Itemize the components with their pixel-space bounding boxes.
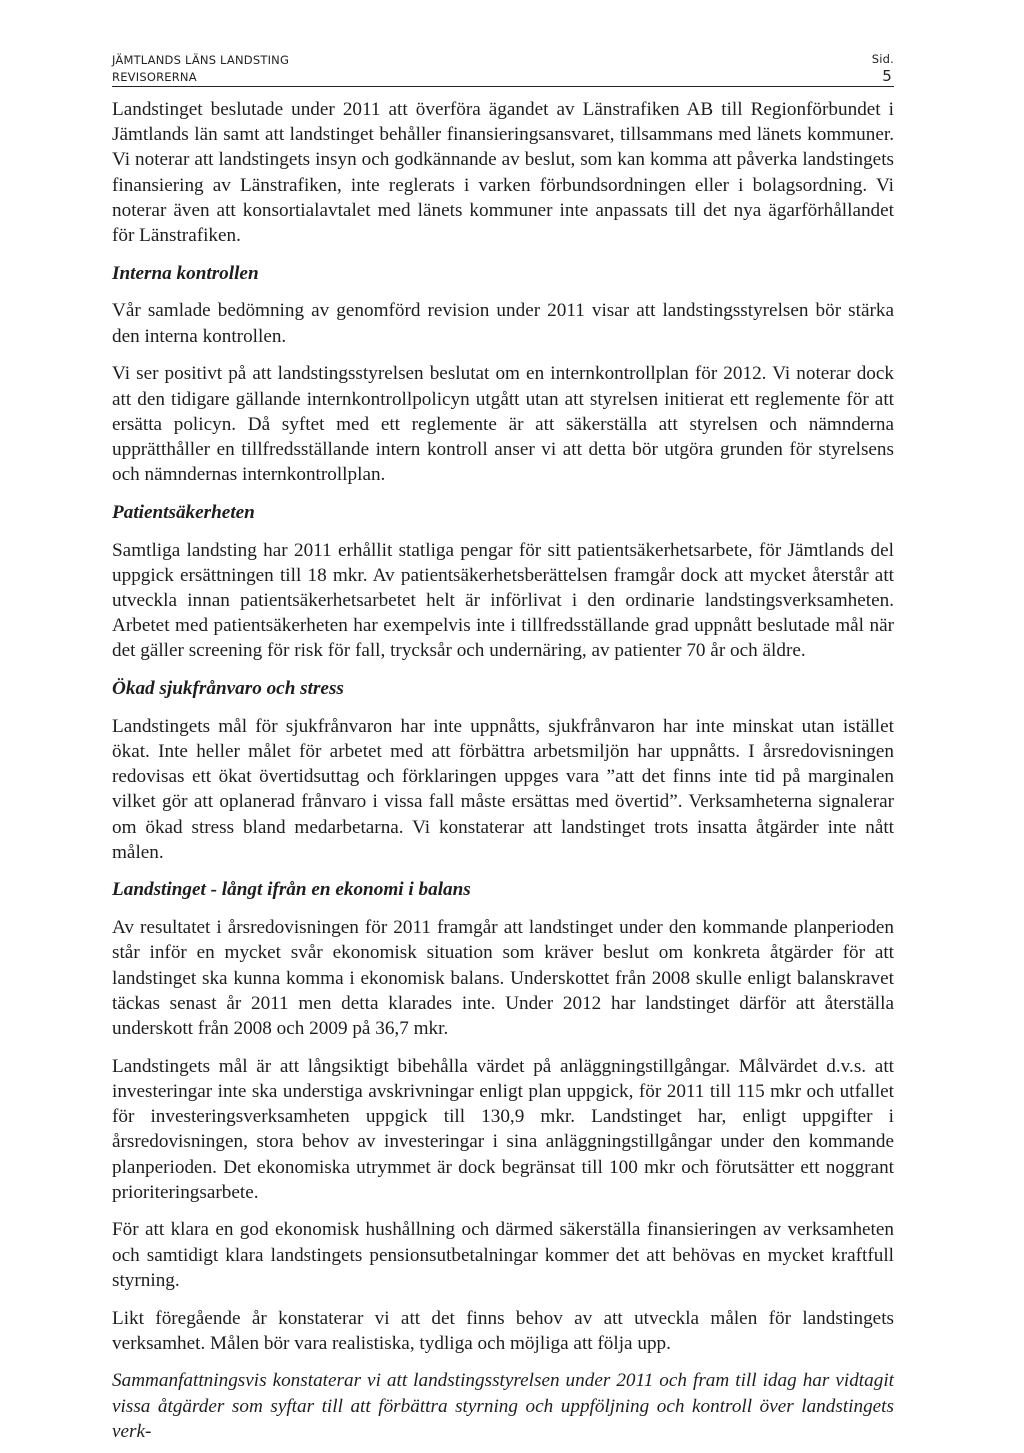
page-number: 5	[882, 67, 892, 85]
page-label: Sid.	[871, 52, 894, 66]
paragraph-resultat: Av resultatet i årsredovisningen för 2011 framgår att landstinget under den kommande planperioden står inför en mycket svår ekonomisk situation som kräver beslut om konkreta åtgärder för att landstinget ska kunna komma i ekonomisk balans. Underskottet från 2008 skulle enligt balanskravet täckas senast år 2011 men detta klarades inte. Under 2012 har landstinget därför att återställa underskott från 2008 och 2009 på 36,7 mkr.	[112, 917, 894, 1039]
paragraph-lanstrafiken: Landstinget beslutade under 2011 att överföra ägandet av Länstrafiken AB till Regionförbundet i Jämtlands län samt att landstinget behåller finansieringsansvaret, tillsammans med länets kommuner. Vi noterar att landstingets insyn och godkännande av beslut, som kan komma att påverka landstingets finansiering av Länstrafiken, inte reglerats i varken förbundsordningen eller i bolagsordning. Vi noterar även att konsortialavtalet med länets kommuner inte anpassats till det nya ägarförhållandet för Länstrafiken.	[112, 99, 894, 247]
heading-patientsakerheten: Patientsäkerheten	[112, 501, 255, 523]
heading-ekonomi: Landstinget - långt ifrån en ekonomi i balans	[112, 879, 471, 901]
paragraph-investeringar: Landstingets mål är att långsiktigt bibehålla värdet på anläggningstillgångar. Målvärdet d.v.s. att investeringar inte ska understiga avskrivningar enligt plan uppgick, för 2011 till 115 mkr och utfallet för investeringsverksamheten uppgick till 130,9 mkr. Landstinget har, enligt uppgifter i årsredovisningen, stora behov av investeringar i sina anläggningstillgångar under den kommande planperioden. Det ekonomiska utrymmet är dock begränsat till 100 mkr och förutsätter ett noggrant prioriteringsarbete.	[112, 1055, 894, 1203]
page-header	[112, 48, 894, 87]
organization-name: JÄMTLANDS LÄNS LANDSTING	[112, 53, 290, 67]
heading-sjukfranvaro: Ökad sjukfrånvaro och stress	[112, 678, 344, 700]
paragraph-interna-bedomning: Vår samlade bedömning av genomförd revision under 2011 visar att landstingsstyrelsen bör stärka den interna kontrollen.	[112, 300, 894, 347]
heading-interna-kontrollen: Interna kontrollen	[112, 262, 259, 284]
paragraph-malen: Likt föregående år konstaterar vi att det finns behov av att utveckla målen för landstingets verksamhet. Målen bör vara realistiska, tydliga och möjliga att följa upp.	[112, 1307, 894, 1354]
paragraph-sammanfattning: Sammanfattningsvis konstaterar vi att landstingsstyrelsen under 2011 och fram till idag har vidtagit vissa åtgärder som syftar till att förbättra styrning och uppföljning och kontroll över landstingets verk-	[112, 1370, 894, 1442]
document-page	[112, 0, 894, 1444]
department-name: REVISORERNA	[112, 70, 197, 84]
paragraph-internkontrollplan: Vi ser positivt på att landstingsstyrelsen beslutat om en internkontrollplan för 2012. Vi noterar dock att den tidigare gällande internkontrollpolicyn utgått utan att styrelsen initierat ett reglemente för att ersätta policyn. Då syftet med ett reglemente är att säkerställa att styrelsen och nämnderna upprätthåller en tillfredsställande intern kontroll anser vi att detta bör utgöra grunden för styrelsens och nämndernas internkontrollplan.	[112, 363, 894, 486]
paragraph-sjukfranvaro: Landstingets mål för sjukfrånvaron har inte uppnåtts, sjukfrånvaron har inte minskat utan istället ökat. Inte heller målet för arbetet med att förbättra arbetsmiljön har uppnåtts. I årsredovisningen redovisas ett ökat övertidsuttag och förklaringen uppges vara ”att det finns inte tid på marginalen vilket gör att oplanerad frånvaro i vissa fall måste ersättas med övertid”. Verksamheterna signalerar om ökad stress bland medarbetarna. Vi konstaterar att landstinget trots insatta åtgärder inte nått målen.	[112, 715, 894, 863]
paragraph-patientsakerhet: Samtliga landsting har 2011 erhållit statliga pengar för sitt patientsäkerhetsarbete, för Jämtlands del uppgick ersättningen till 18 mkr. Av patientsäkerhetsberättelsen framgår dock att mycket återstår att utveckla innan patientsäkerhetsarbetet helt är införlivat i den ordinarie landstingsverksamheten. Arbetet med patientsäkerheten har exempelvis inte i tillfredsställande grad uppnått beslutade mål när det gäller screening för risk för fall, trycksår och undernäring, av patienter 70 år och äldre.	[112, 539, 894, 662]
paragraph-hushallning: För att klara en god ekonomisk hushållning och därmed säkerställa finansieringen av verksamheten och samtidigt klara landstingets pensionsutbetalningar kommer det att behövas en mycket kraftfull styrning.	[112, 1219, 894, 1291]
document-body	[112, 97, 894, 1444]
